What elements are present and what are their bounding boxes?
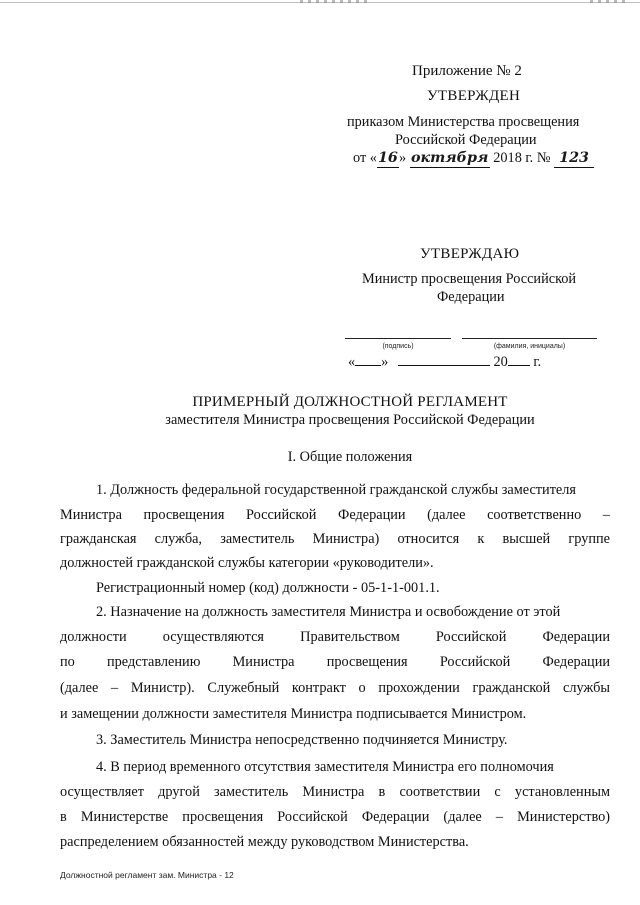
approve-date-line — [348, 353, 541, 371]
p1-line1: 1. Должность федеральной государственной гражданской службы заместителя — [96, 482, 576, 498]
name-caption: (фамилия, инициалы) — [493, 343, 566, 350]
p1-line2: Министра просвещения Российской Федерации (далее соответственно – — [60, 507, 610, 523]
date-year-prefix: 20 — [493, 354, 508, 370]
approve-line1: Министр просвещения Российской — [362, 271, 577, 287]
order-day-handwritten: 16 — [377, 150, 398, 166]
p3: 3. Заместитель Министра непосредственно подчиняется Министру. — [96, 732, 508, 748]
date-month-blank — [398, 365, 490, 366]
date-year-blank — [508, 365, 530, 366]
date-open-quote: « — [348, 354, 356, 370]
date-day-blank — [355, 365, 381, 366]
order-line1: приказом Министерства просвещения — [347, 114, 580, 130]
annex-approved: УТВЕРЖДЕН — [427, 88, 521, 104]
p2-line2: должности осуществляются Правительством Российской Федерации — [60, 629, 610, 645]
order-quote-close: » — [398, 150, 407, 166]
date-year-suffix: г. — [533, 354, 542, 370]
registration-number: Регистрационный номер (код) должности - 05-1-1-001.1. — [96, 580, 440, 596]
order-line2: Российской Федерации — [395, 132, 537, 148]
p4-line4: распределением обязанностей между руководством Министерства. — [60, 834, 469, 850]
p1-line4: должностей гражданской службы категории «руководители». — [60, 555, 434, 571]
approve-heading: УТВЕРЖДАЮ — [420, 246, 520, 262]
p4-line2: осуществляет другой заместитель Министра в соответствии с установленным — [60, 784, 610, 800]
doc-title: ПРИМЕРНЫЙ ДОЛЖНОСТНОЙ РЕГЛАМЕНТ — [192, 394, 508, 410]
order-year: 2018 г. № — [493, 150, 551, 166]
p2-line3: по представлению Министра просвещения Российской Федерации — [60, 654, 610, 670]
p2-line5: и замещении должности заместителя Министра подписывается Министром. — [60, 706, 527, 722]
signature-line — [345, 338, 451, 339]
p2-line1: 2. Назначение на должность заместителя Министра и освобождение от этой — [96, 604, 561, 620]
approve-line2: Федерации — [437, 289, 505, 305]
order-from: от « — [353, 150, 377, 166]
scan-edge-dots — [590, 0, 630, 3]
p4-line3: в Министерстве просвещения Российской Федерации (далее – Министерство) — [60, 809, 610, 825]
order-number-handwritten: 123 — [554, 149, 594, 168]
p2-line4: (далее – Министр). Служебный контракт о прохождении гражданской службы — [60, 680, 610, 696]
p1-line3: гражданская служба, заместитель Министра) относится к высшей группе — [60, 531, 610, 547]
footer-text: Должностной регламент зам. Министра - 12 — [60, 870, 234, 880]
p4-line1: 4. В период временного отсутствия заместителя Министра его полномочия — [96, 759, 554, 775]
order-month-handwritten: октября — [410, 150, 489, 166]
doc-subtitle: заместителя Министра просвещения Российской Федерации — [165, 412, 535, 428]
signature-caption: (подпись) — [382, 343, 414, 350]
date-close-quote: » — [381, 354, 389, 370]
name-line — [462, 338, 597, 339]
section-heading: I. Общие положения — [287, 449, 413, 465]
annex-title: Приложение № 2 — [412, 63, 522, 79]
scan-edge-dots — [300, 0, 370, 3]
order-date-line — [353, 149, 594, 168]
